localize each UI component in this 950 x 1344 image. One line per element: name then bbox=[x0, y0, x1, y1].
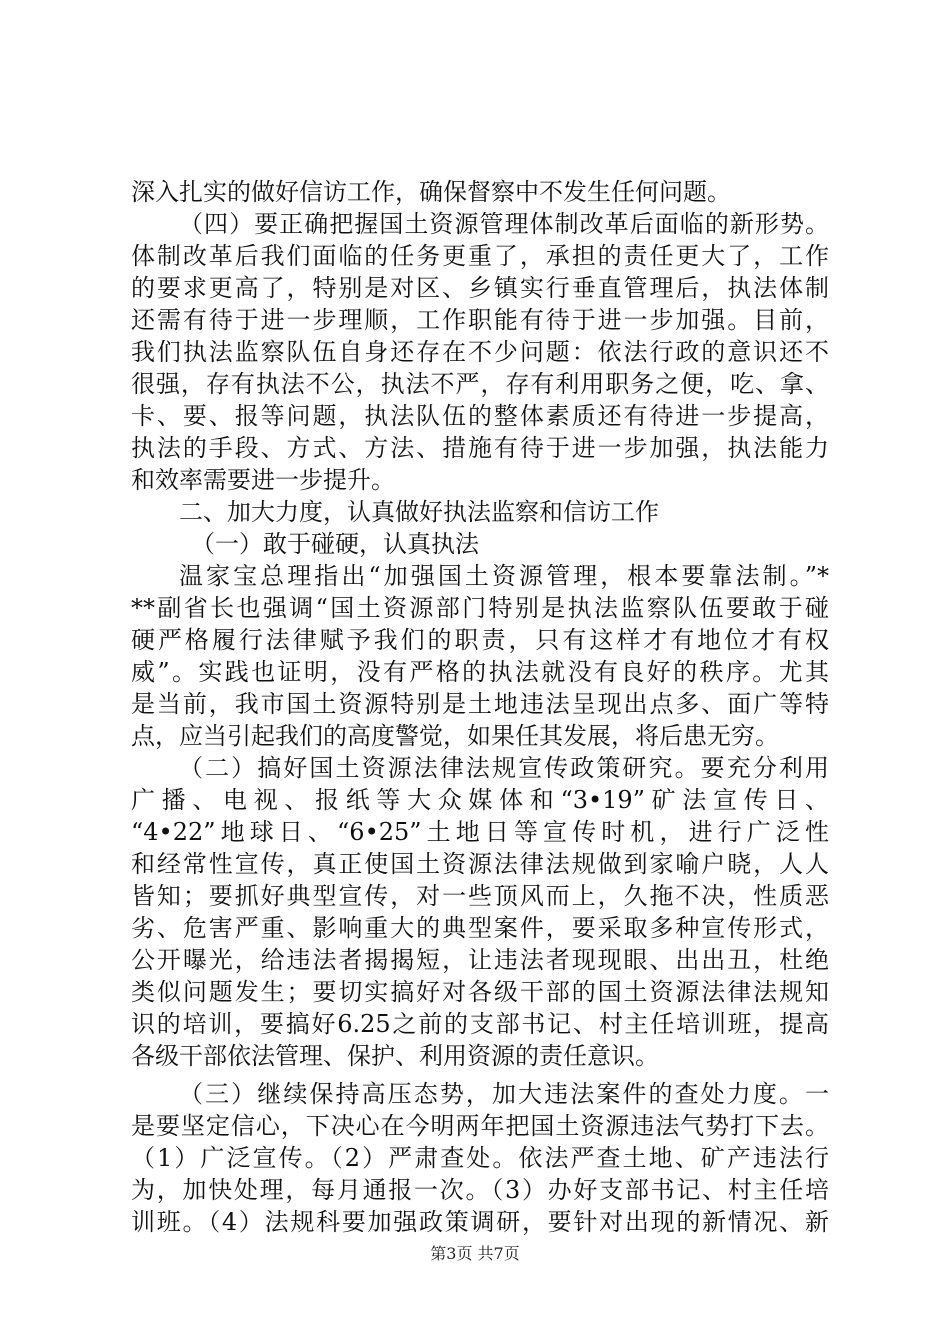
paragraph-line: 点，应当引起我们的高度警觉，如果任其发展，将后患无穷。 bbox=[131, 722, 779, 750]
page-number-footer: 第3页 共7页 bbox=[430, 1244, 520, 1263]
paragraph-line: 还需有待于进一步理顺，工作职能有待于进一步加强。目前， bbox=[131, 306, 829, 334]
paragraph-line: （1）广泛宣传。（2）严肃查处。依法严查土地、矿产违法行 bbox=[131, 1144, 829, 1172]
paragraph-line: “4•22”地球日、“6•25”土地日等宣传时机，进行广泛性 bbox=[131, 818, 829, 846]
paragraph-line: 执法的手段、方式、方法、措施有待于进一步加强，执法能力 bbox=[131, 434, 829, 462]
paragraph-line: 威”。实践也证明，没有严格的执法就没有良好的秩序。尤其 bbox=[131, 658, 829, 686]
paragraph-line: 的要求更高了，特别是对区、乡镇实行垂直管理后，执法体制 bbox=[131, 274, 829, 302]
paragraph-line: 皆知；要抓好典型宣传，对一些顶风而上，久拖不决，性质恶 bbox=[131, 882, 829, 910]
document-body bbox=[131, 176, 829, 1238]
paragraph-line: 卡、要、报等问题，执法队伍的整体素质还有待进一步提高， bbox=[131, 402, 829, 430]
subsection-heading: （一）敢于碰硬，认真执法 bbox=[191, 530, 479, 558]
paragraph-line: **副省长也强调“国土资源部门特别是执法监察队伍要敢于碰 bbox=[131, 594, 829, 622]
paragraph-line: （二）搞好国土资源法律法规宣传政策研究。要充分利用 bbox=[179, 754, 829, 782]
paragraph-line: 我们执法监察队伍自身还存在不少问题：依法行政的意识还不 bbox=[131, 338, 829, 366]
paragraph-line: 体制改革后我们面临的任务更重了，承担的责任更大了，工作 bbox=[131, 242, 829, 270]
paragraph-line: 是要坚定信心，下决心在今明两年把国土资源违法气势打下去。 bbox=[131, 1112, 829, 1140]
section-heading: 二、加大力度，认真做好执法监察和信访工作 bbox=[179, 498, 659, 526]
paragraph-line: 公开曝光，给违法者揭揭短，让违法者现现眼、出出丑，杜绝 bbox=[131, 946, 829, 974]
paragraph-line: 是当前，我市国土资源特别是土地违法呈现出点多、面广等特 bbox=[131, 690, 829, 718]
paragraph-line: 和经常性宣传，真正使国土资源法律法规做到家喻户晓，人人 bbox=[131, 850, 829, 878]
paragraph-line: 深入扎实的做好信访工作，确保督察中不发生任何问题。 bbox=[131, 178, 731, 206]
paragraph-line: （三）继续保持高压态势，加大违法案件的查处力度。一 bbox=[179, 1080, 829, 1108]
paragraph-line: 硬严格履行法律赋予我们的职责，只有这样才有地位才有权 bbox=[131, 626, 829, 654]
paragraph-line: 广播、电视、报纸等大众媒体和“3•19”矿法宣传日、 bbox=[131, 786, 829, 814]
paragraph-line: 很强，存有执法不公，执法不严，存有利用职务之便，吃、拿、 bbox=[131, 370, 829, 398]
paragraph-line: 劣、危害严重、影响重大的典型案件，要采取多种宣传形式， bbox=[131, 914, 829, 942]
paragraph-line: 温家宝总理指出“加强国土资源管理，根本要靠法制。”* bbox=[179, 562, 829, 590]
paragraph-line: 各级干部依法管理、保护、利用资源的责任意识。 bbox=[131, 1042, 659, 1070]
paragraph-line: 类似问题发生；要切实搞好对各级干部的国土资源法律法规知 bbox=[131, 978, 829, 1006]
paragraph-line: 训班。（4）法规科要加强政策调研，要针对出现的新情况、新 bbox=[131, 1208, 829, 1236]
paragraph-line: 识的培训，要搞好6.25之前的支部书记、村主任培训班，提高 bbox=[131, 1010, 829, 1038]
paragraph-line: 为，加快处理，每月通报一次。（3）办好支部书记、村主任培 bbox=[131, 1176, 829, 1204]
paragraph-line: 和效率需要进一步提升。 bbox=[131, 466, 395, 494]
paragraph-line: （四）要正确把握国土资源管理体制改革后面临的新形势。 bbox=[179, 210, 829, 238]
